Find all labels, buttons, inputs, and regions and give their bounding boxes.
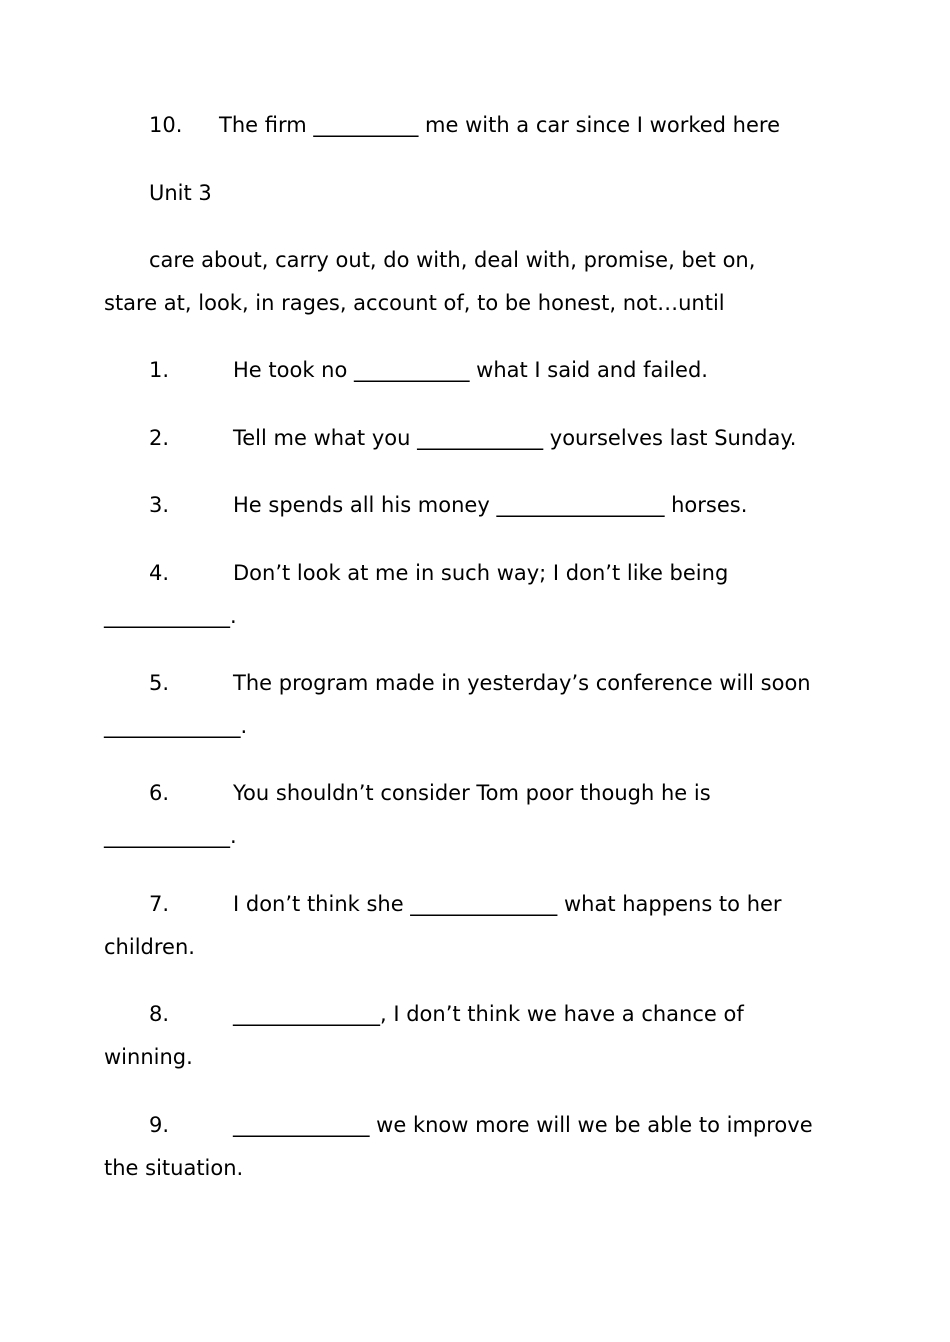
- question-8: [149, 1001, 744, 1027]
- question-5: [149, 670, 811, 696]
- item-number: 10.: [149, 113, 183, 137]
- question-4: [149, 560, 728, 586]
- word-bank-line-2: stare at, look, in rages, account of, to be honest, not…until: [104, 291, 725, 315]
- question-text: The program made in yesterday’s conference will soon: [233, 671, 811, 695]
- question-7-continuation: children.: [104, 935, 195, 959]
- item-text: The firm __________ me with a car since I worked here: [219, 113, 780, 137]
- question-5-continuation: _____________.: [104, 714, 248, 738]
- question-number: 9.: [149, 1113, 170, 1137]
- unit-heading: Unit 3: [149, 181, 212, 205]
- question-number: 1.: [149, 358, 170, 382]
- question-text: You shouldn’t consider Tom poor though he is: [233, 781, 711, 805]
- question-number: 6.: [149, 781, 170, 805]
- word-bank-line-1: care about, carry out, do with, deal with, promise, bet on,: [149, 248, 756, 272]
- question-text: _____________ we know more will we be able to improve: [233, 1113, 813, 1137]
- question-text: Tell me what you ____________ yourselves last Sunday.: [233, 426, 797, 450]
- question-3: [149, 492, 747, 518]
- question-2: [149, 425, 796, 451]
- exercise-item-10: [149, 112, 780, 138]
- question-text: ______________, I don’t think we have a chance of: [233, 1002, 744, 1026]
- question-text: He spends all his money ________________ horses.: [233, 493, 748, 517]
- question-1: [149, 357, 708, 383]
- question-number: 8.: [149, 1002, 170, 1026]
- question-6-continuation: ____________.: [104, 824, 237, 848]
- question-number: 3.: [149, 493, 170, 517]
- question-number: 5.: [149, 671, 170, 695]
- question-text: Don’t look at me in such way; I don’t like being: [233, 561, 729, 585]
- question-number: 7.: [149, 892, 170, 916]
- question-8-continuation: winning.: [104, 1045, 193, 1069]
- question-9: [149, 1112, 813, 1138]
- question-6: [149, 780, 711, 806]
- question-4-continuation: ____________.: [104, 604, 237, 628]
- question-number: 2.: [149, 426, 170, 450]
- question-7: [149, 891, 782, 917]
- question-number: 4.: [149, 561, 170, 585]
- question-text: He took no ___________ what I said and failed.: [233, 358, 708, 382]
- question-text: I don’t think she ______________ what happens to her: [233, 892, 782, 916]
- question-9-continuation: the situation.: [104, 1156, 244, 1180]
